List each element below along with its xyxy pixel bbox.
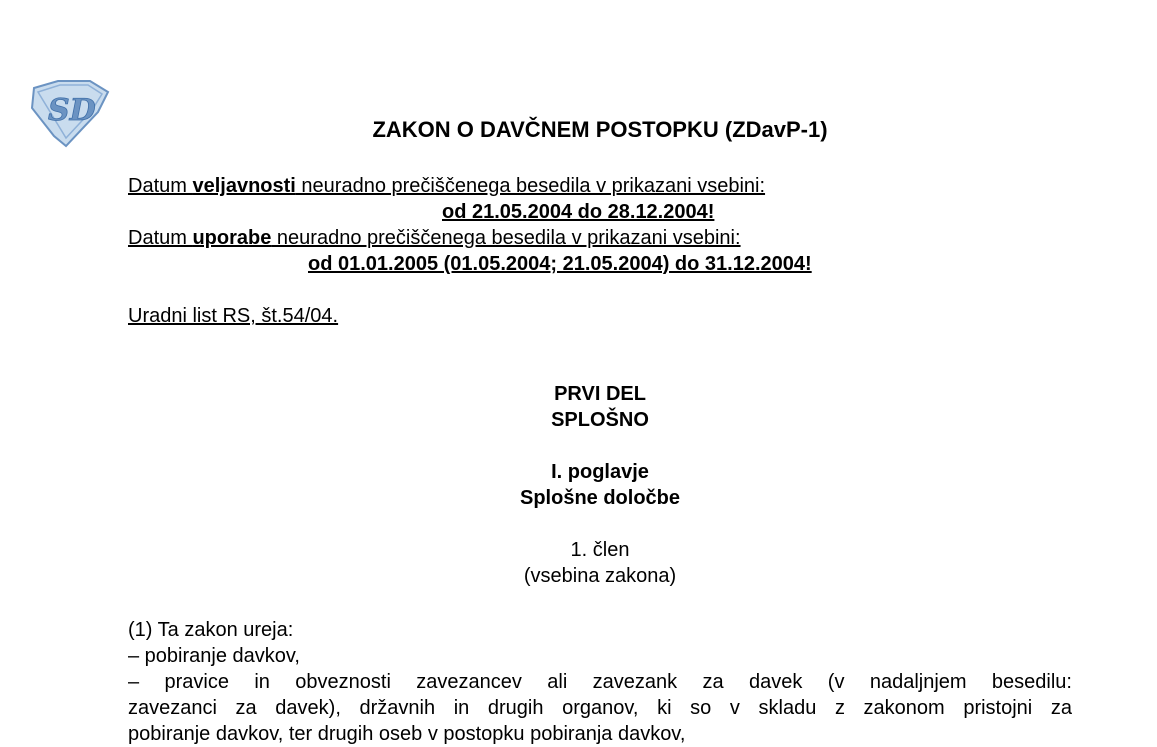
law-title: ZAKON O DAVČNEM POSTOPKU (ZDavP-1) [372, 117, 828, 142]
article-title: (vsebina zakona) [523, 565, 677, 587]
validity-range: od 21.05.2004 do 28.12.2004! [442, 201, 715, 223]
list-item-line: zavezanci za davek), državnih in drugih organov, ki so v skladu z zakonom pristojni za [128, 697, 1072, 719]
chapter-heading: I. poglavje [551, 461, 649, 483]
part-title: SPLOŠNO [551, 409, 649, 431]
usage-line [128, 225, 741, 251]
list-item: – pobiranje davkov, [128, 645, 300, 667]
validity-line [128, 173, 765, 199]
validity-suffix: neuradno prečiščenega besedila v prikazani vsebini: [295, 175, 766, 197]
list-item-line: pobiranje davkov, ter drugih oseb v postopku pobiranja davkov, [128, 723, 686, 745]
usage-range: od 01.01.2005 (01.05.2004; 21.05.2004) do 31.12.2004! [308, 253, 812, 275]
usage-prefix: Datum [128, 227, 193, 249]
article-number: 1. člen [570, 539, 630, 561]
validity-prefix: Datum [128, 175, 193, 197]
part-heading: PRVI DEL [554, 383, 646, 405]
logo-text: SD [48, 93, 96, 128]
gazette-reference: Uradni list RS, št.54/04. [128, 305, 339, 327]
usage-bold: uporabe [192, 227, 272, 249]
usage-suffix: neuradno prečiščenega besedila v prikazani vsebini: [271, 227, 741, 249]
paragraph-intro: (1) Ta zakon ureja: [128, 619, 294, 641]
validity-bold: veljavnosti [192, 175, 296, 197]
chapter-title: Splošne določbe [519, 487, 681, 509]
list-item-line: – pravice in obveznosti zavezancev ali zavezank za davek (v nadaljnjem besedilu: [128, 671, 1072, 693]
